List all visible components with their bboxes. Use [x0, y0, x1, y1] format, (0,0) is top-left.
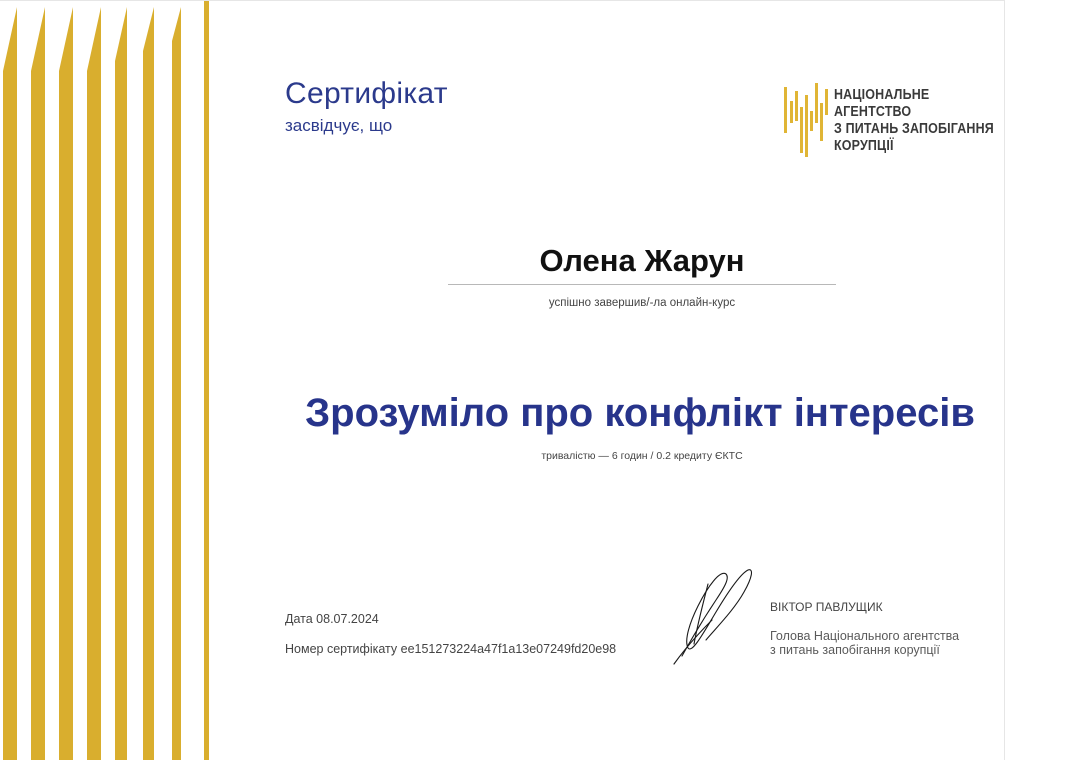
nazk-bars-icon	[782, 81, 832, 161]
signatory-role-line-1: Голова Національного агентства	[770, 629, 960, 643]
certificate-subtitle: засвідчує, що	[285, 116, 393, 135]
recipient-name: Олена Жарун	[539, 243, 745, 278]
organization-name-line-2: З ПИТАНЬ ЗАПОБІГАННЯ	[834, 121, 994, 137]
certificate-number	[285, 642, 616, 656]
certificate-title: Сертифікат	[285, 77, 448, 110]
organization-logo	[782, 81, 1005, 161]
signatory-name: ВІКТОР ПАВЛУЩИК	[770, 600, 883, 614]
completion-text: успішно завершив/-ла онлайн-курс	[548, 297, 736, 309]
course-title: Зрозуміло про конфлікт інтересів	[305, 391, 975, 435]
certificate-number-value: ee151273224a47f1a13e07249fd20e98	[400, 642, 617, 656]
issue-date	[285, 612, 379, 626]
signatory-role-line-2: з питань запобігання корупції	[770, 643, 940, 657]
date-value: 08.07.2024	[316, 612, 379, 626]
handwritten-signature	[668, 564, 763, 669]
organization-name-line-3: КОРУПЦІЇ	[834, 138, 894, 154]
decorative-gold-stripes	[0, 1, 215, 760]
course-duration: тривалістю — 6 годин / 0.2 кредиту ЄКТС	[541, 450, 743, 462]
signatory-role	[770, 629, 1000, 657]
organization-name	[834, 87, 997, 155]
certificate-number-label: Номер сертифікату	[285, 642, 398, 656]
recipient-underline	[448, 284, 836, 285]
organization-name-line-1: НАЦІОНАЛЬНЕ АГЕНТСТВО	[834, 87, 930, 120]
date-label: Дата	[285, 612, 313, 626]
